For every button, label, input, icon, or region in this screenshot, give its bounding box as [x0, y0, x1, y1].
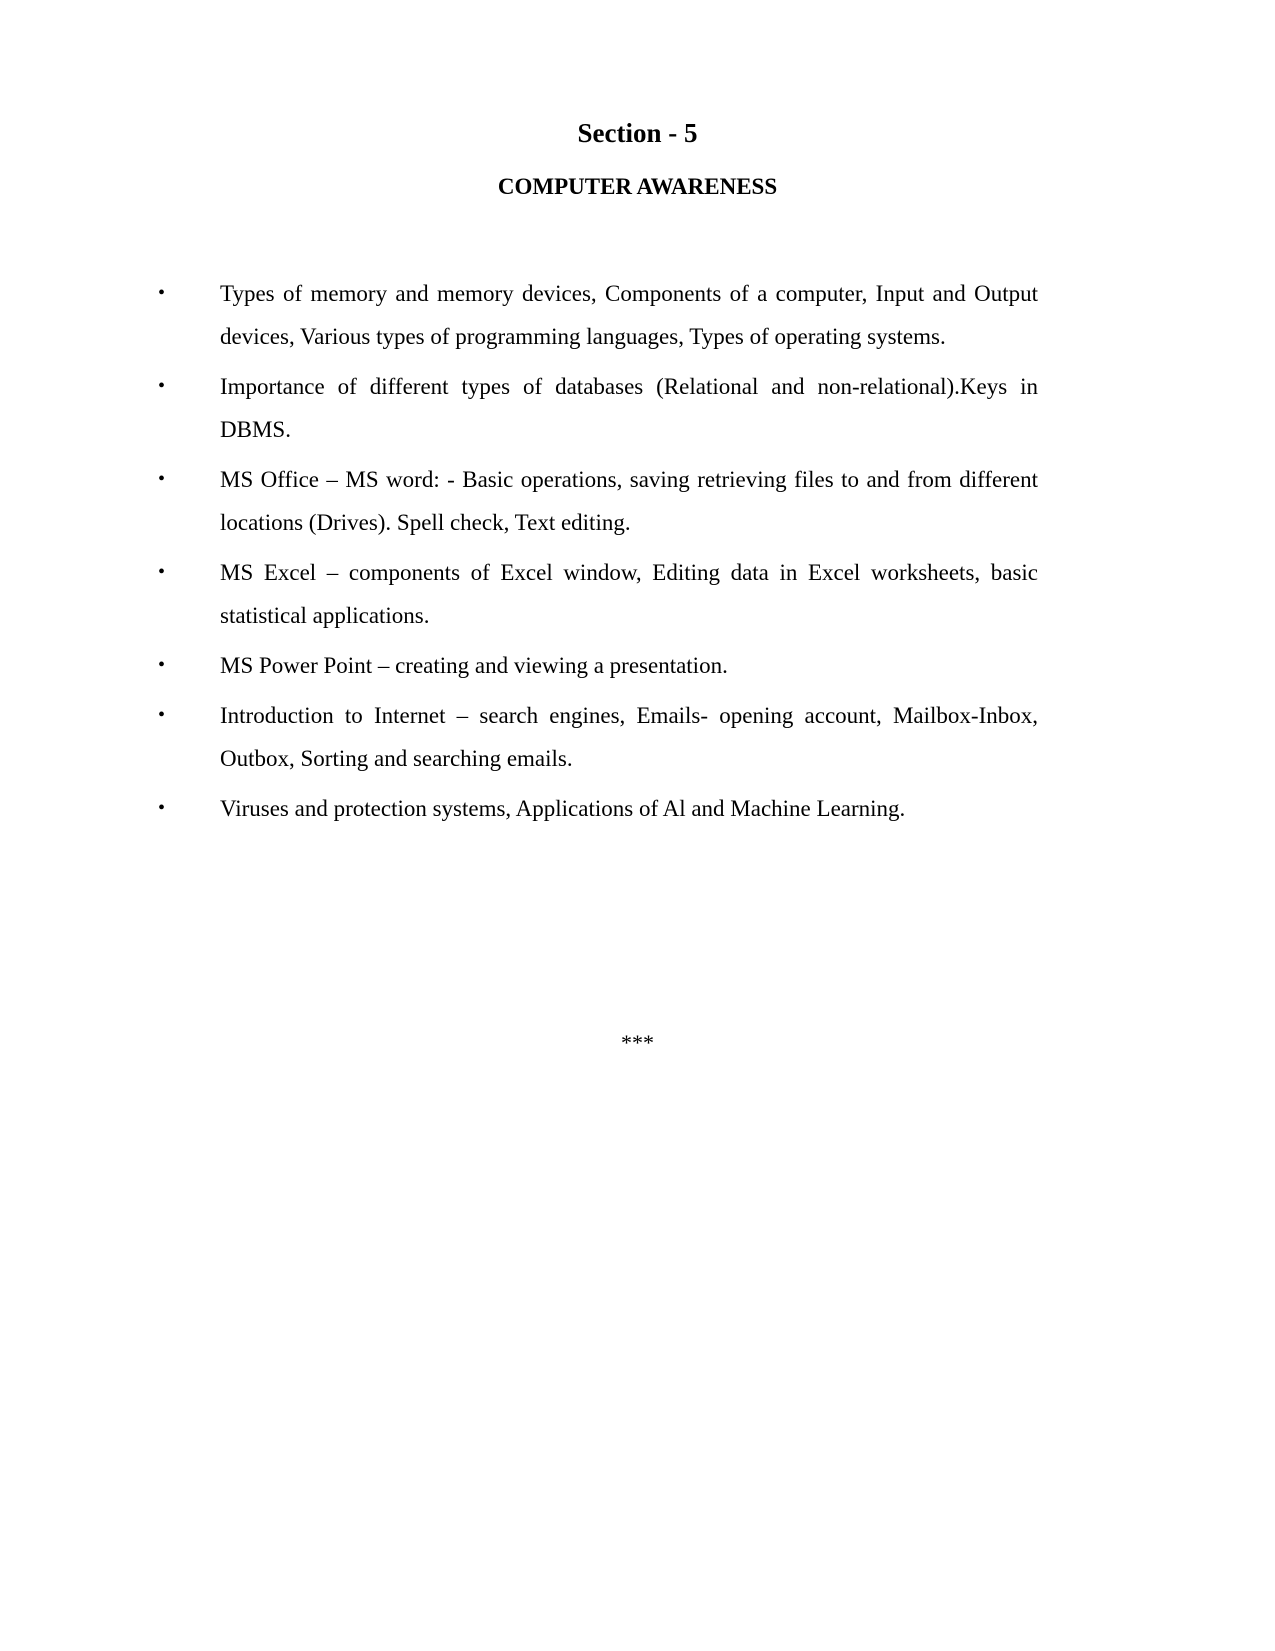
- list-item: [158, 787, 1038, 830]
- topic-text: MS Power Point – creating and viewing a presentation.: [220, 653, 728, 678]
- topic-text: MS Excel – components of Excel window, Editing data in Excel worksheets, basic statistical applications.: [220, 560, 1038, 628]
- topic-text: MS Office – MS word: - Basic operations, saving retrieving files to and from different locations (Drives). Spell check, Text editing.: [220, 467, 1038, 535]
- bullet-icon: •: [158, 282, 166, 304]
- topic-text: Introduction to Internet – search engines, Emails- opening account, Mailbox-Inbox, Outbox, Sorting and searching emails.: [220, 703, 1038, 771]
- bullet-icon: •: [158, 561, 166, 583]
- bullet-icon: •: [158, 797, 166, 819]
- section-title: Section - 5: [577, 118, 698, 148]
- list-item: [158, 272, 1038, 358]
- subject-title: COMPUTER AWARENESS: [497, 174, 778, 199]
- list-item: [158, 694, 1038, 780]
- bullet-icon: •: [158, 375, 166, 397]
- topic-text: Types of memory and memory devices, Components of a computer, Input and Output devices, Various types of programming languages, Types of operating systems.: [220, 281, 1038, 349]
- topic-text: Viruses and protection systems, Applications of Al and Machine Learning.: [220, 796, 906, 821]
- list-item: [158, 458, 1038, 544]
- list-item: [158, 551, 1038, 637]
- topic-list: [158, 272, 1038, 837]
- bullet-icon: •: [158, 654, 166, 676]
- bullet-icon: •: [158, 704, 166, 726]
- list-item: [158, 644, 1038, 687]
- bullet-icon: •: [158, 468, 166, 490]
- ending-mark: ***: [621, 1030, 654, 1055]
- topic-text: Importance of different types of databases (Relational and non-relational).Keys in DBMS.: [220, 374, 1038, 442]
- list-item: [158, 365, 1038, 451]
